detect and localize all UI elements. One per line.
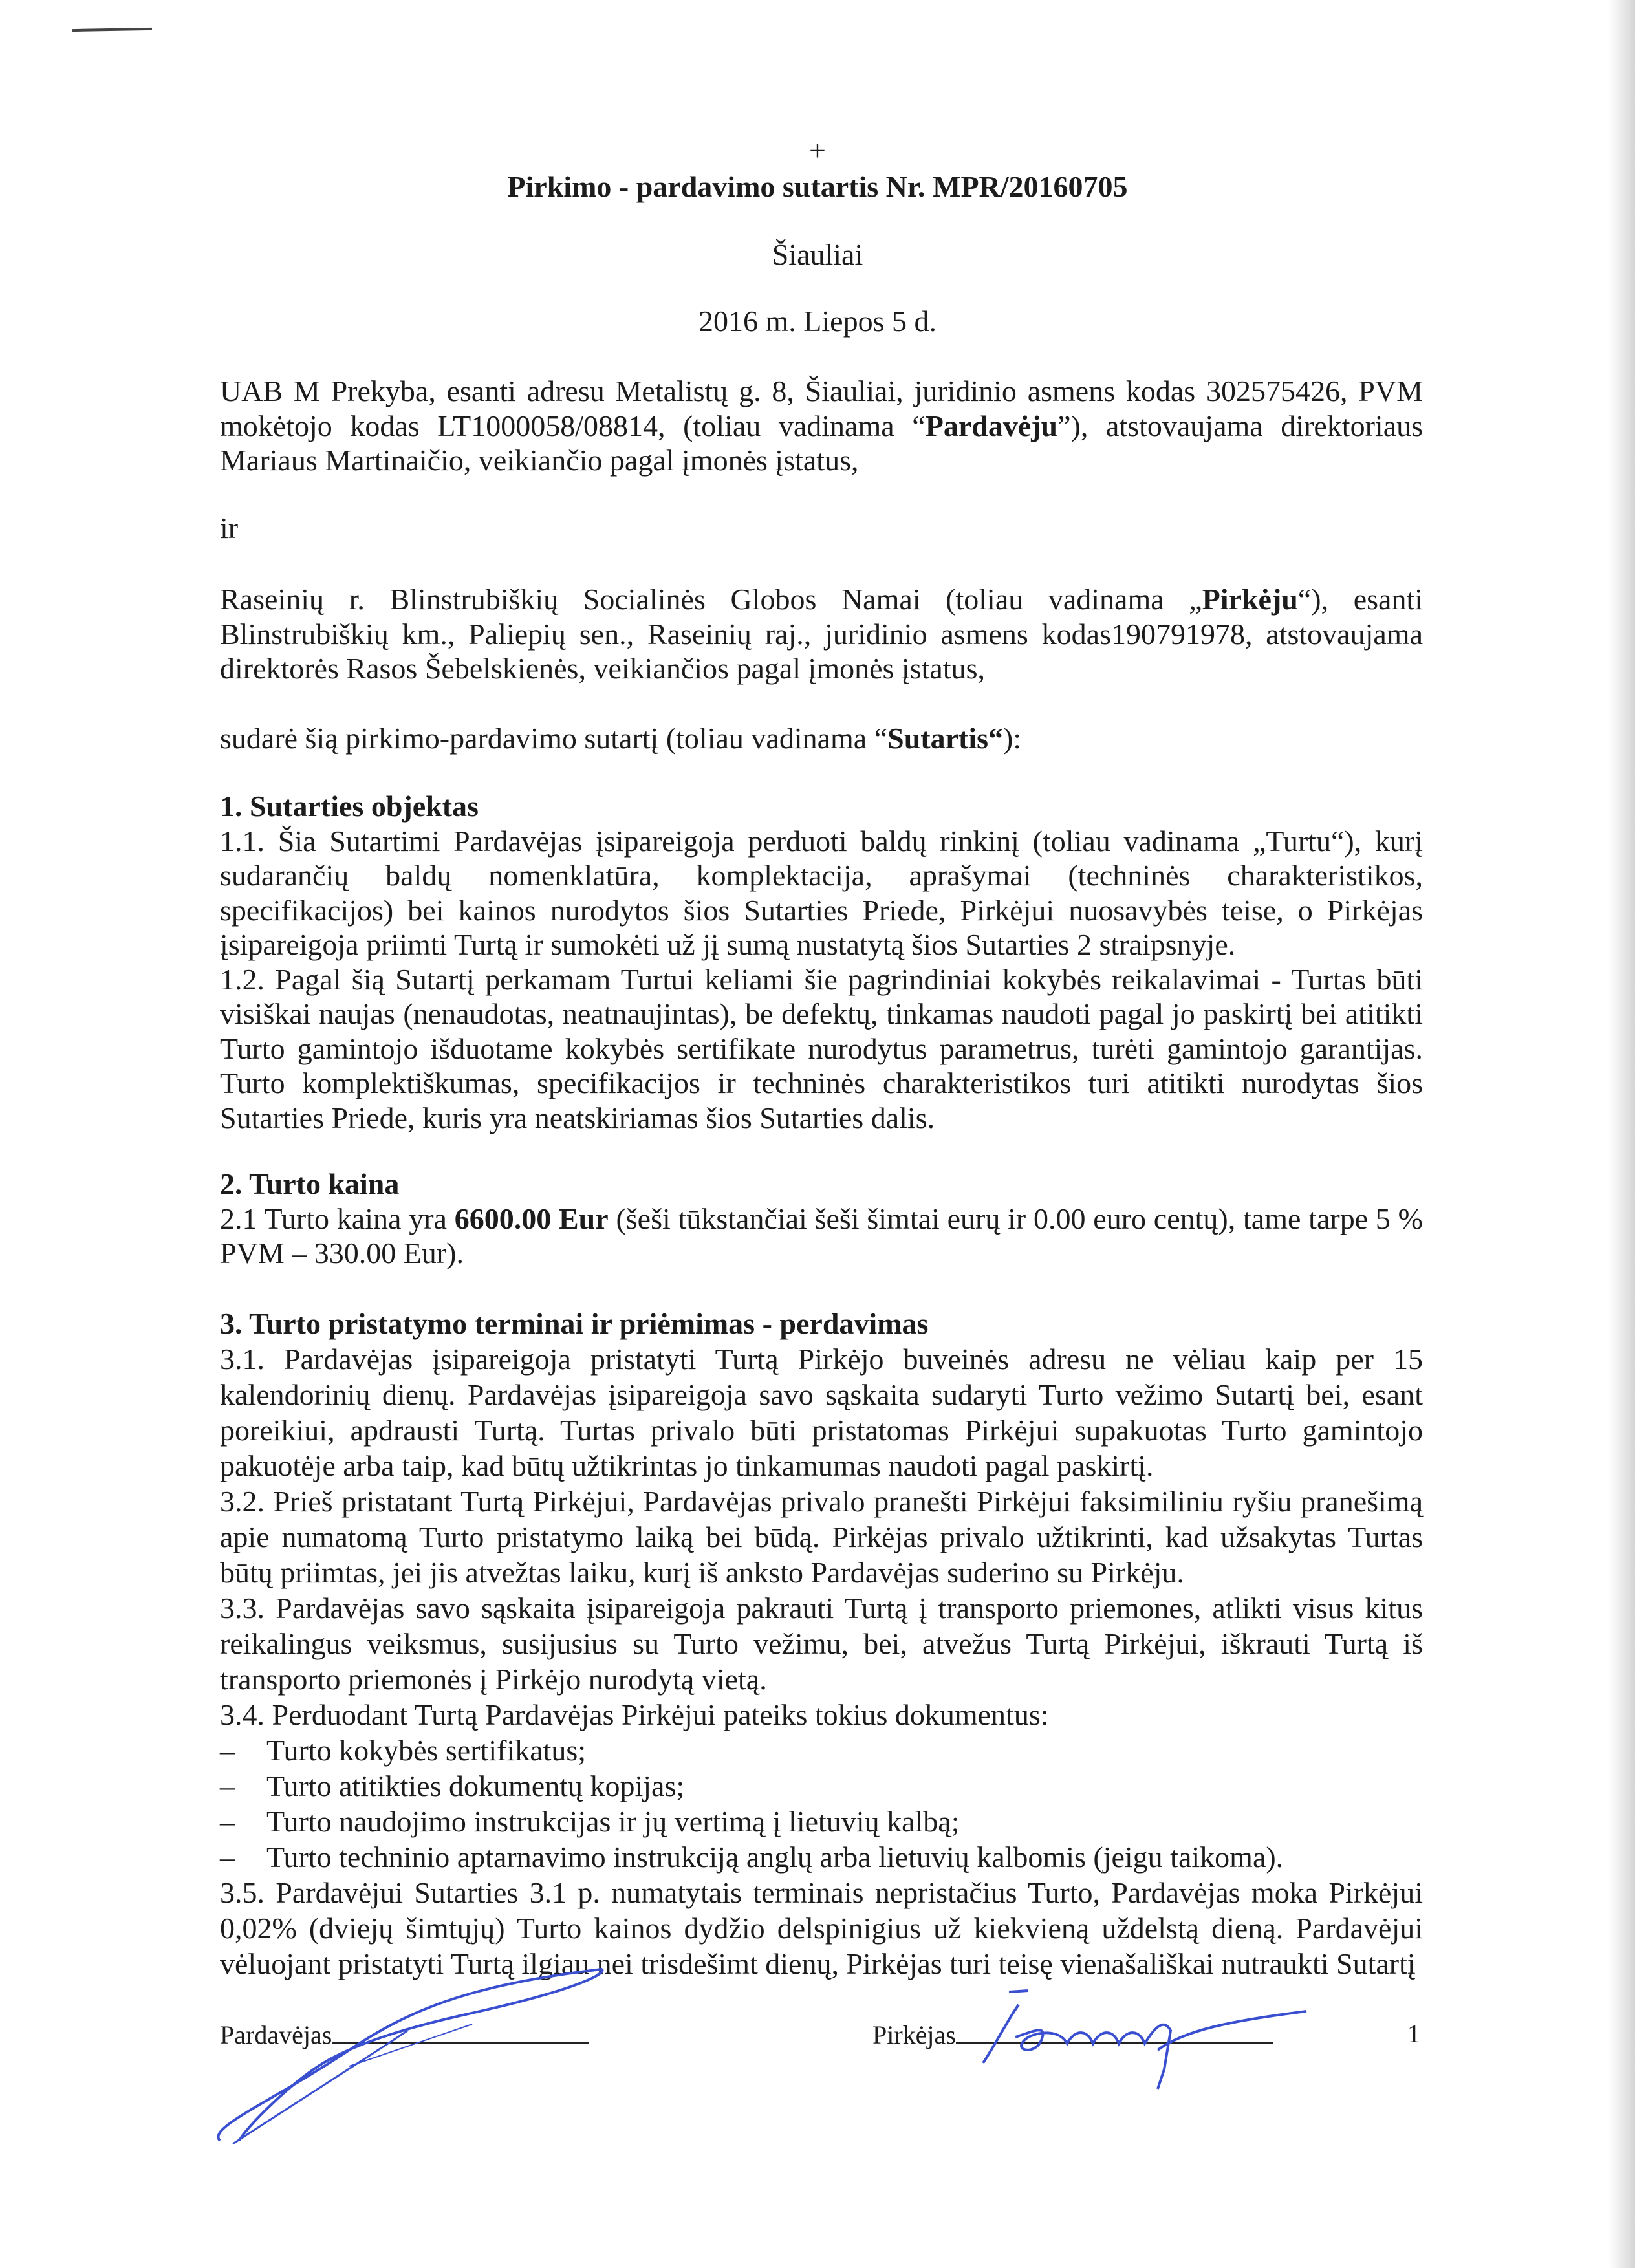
clause-3-4: 3.4. Perduodant Turtą Pardavėjas Pirkėjui pateiks tokius dokumentus:: [220, 1698, 1049, 1731]
document-title: Pirkimo - pardavimo sutartis Nr. MPR/20160705: [507, 170, 1128, 203]
dash: –: [220, 1734, 235, 1767]
buyer-signature: [970, 1979, 1319, 2115]
list-item: [220, 1839, 1423, 1875]
clause-2-1: [220, 1202, 1423, 1271]
clause-3-5: 3.5. Pardavėjui Sutarties 3.1 p. numatytais terminais nepristačius Turto, Pardavėjas moka Pirkėjui 0,02% (dviejų šimtųjų) Turto kainos dydžio delspinigius už kiekvieną uždelstą dieną. Pardavėjui vėluojant pristatyti Turtą ilgiau nei trisdešimt dienų, Pirkėjas turi teisę vienašališkai nutraukti Sutartį: [220, 1876, 1423, 1980]
list-item: [220, 1768, 1423, 1804]
text: ”), atstovaujama direktoriaus Mariaus Martinaičio, veikiančio pagal įmonės įstatus,: [220, 409, 1424, 477]
seller-label: Pardavėjas: [220, 2020, 332, 2049]
dash: –: [220, 1841, 235, 1874]
buyer-term: Pirkėju: [1202, 583, 1298, 616]
list-item-text: Turto naudojimo instrukcijas ir jų vertimą į lietuvių kalbą;: [266, 1805, 960, 1838]
text: “), esanti Blinstrubiškių km., Paliepių sen., Raseinių raj., juridinio asmens kodas190791978, atstovaujama direktorės Rasos Šebelskienės, veikiančios pagal įmonės įstatus,: [220, 583, 1424, 685]
text: Raseinių r. Blinstrubiškių Socialinės Globos Namai (toliau vadinama „: [220, 583, 1202, 616]
concluded-paragraph: [220, 721, 1423, 756]
dash: –: [220, 1805, 235, 1838]
section-2: [220, 1167, 1423, 1271]
clause-1-2: 1.2. Pagal šią Sutartį perkamam Turtui keliami šie pagrindiniai kokybės reikalavimai - Turtas būti visiškai naujas (nenaudotas, neatnaujintas), be defektų, tinkamas naudoti pagal jo paskirtį bei atitikti Turto gamintojo išduotame kokybės sertifikate nurodytus parametrus, turėti gamintojo garantijas. Turto komplektiškumas, specifikacijos ir techninės charakteristikos turi atitikti nurodytas šios Sutarties Priede, kuris yra neatskiriamas šios Sutarties dalis.: [220, 962, 1423, 1134]
scan-edge-shadow: [1609, 0, 1635, 2268]
contract-date: 2016 m. Liepos 5 d.: [698, 305, 937, 338]
list-item-text: Turto techninio aptarnavimo instrukciją anglų arba lietuvių kalbomis (jeigu taikoma).: [266, 1841, 1284, 1874]
clause-3-2: 3.2. Prieš pristatant Turtą Pirkėjui, Pardavėjas privalo pranešti Pirkėjui faksimiliniu ryšiu pranešimą apie numatomą Turto pristatymo laiką bei būdą. Pirkėjas privalo užtikrinti, kad užsakytas Turtas būtų priimtas, jei jis atvežtas laiku, kurį iš anksto Pardavėjas suderino su Pirkėju.: [220, 1485, 1423, 1589]
list-item: [220, 1804, 1423, 1839]
list-item-text: Turto kokybės sertifikatus;: [266, 1734, 587, 1767]
clause-1-1: 1.1. Šia Sutartimi Pardavėjas įsipareigoja perduoti baldų rinkinį (toliau vadinama „Turtu“), kurį sudarančių baldų nomenklatūra, komplektacija, aprašymai (techninės charakteristikos, specifikacijos) bei kainos nurodytos šios Sutarties Priede, Pirkėjui nuosavybės teise, o Pirkėjas įsipareigoja priimti Turtą ir sumokėti už jį sumą nustatytą šios Sutarties 2 straipsnyje.: [220, 824, 1423, 961]
section-heading: 1. Sutarties objektas: [220, 790, 479, 823]
seller-paragraph: [220, 374, 1423, 478]
buyer-paragraph: [220, 582, 1423, 686]
text: (šeši tūkstančiai šeši šimtai eurų ir 0.00 euro centų), tame tarpe 5 % PVM – 330.00 Eur).: [220, 1202, 1423, 1269]
section-heading: 2. Turto kaina: [220, 1167, 400, 1200]
clause-3-3: 3.3. Pardavėjas savo sąskaita įsipareigoja pakrauti Turtą į transporto priemones, atlikti visus kitus reikalingus veiksmus, susijusius su Turto vežimu, bei, atvežus Turtą Pirkėjui, iškrauti Turtą iš transporto priemonės į Pirkėjo nurodytą vietą.: [220, 1592, 1423, 1696]
list-item-text: Turto atitikties dokumentų kopijas;: [266, 1769, 685, 1802]
scan-mark: [72, 28, 152, 32]
price: 6600.00 Eur: [454, 1202, 609, 1235]
section-1: [220, 789, 1423, 1135]
page-number: 1: [1407, 2019, 1420, 2048]
buyer-label: Pirkėjas: [872, 2020, 956, 2049]
seller-signature: [194, 1953, 634, 2160]
plus-mark: +: [809, 134, 826, 167]
seller-term: Pardavėju: [925, 409, 1058, 442]
and-word: ir: [220, 512, 239, 545]
contract-term: Sutartis“: [887, 722, 1004, 755]
text: UAB M Prekyba, esanti adresu Metalistų g. 8, Šiauliai, juridinio asmens kodas 302575426, PVM mokėtojo kodas LT1000058/08814, (toliau vadinama “: [220, 374, 1423, 442]
city: Šiauliai: [772, 238, 863, 271]
clause-3-1: 3.1. Pardavėjas įsipareigoja pristatyti Turtą Pirkėjo buveinės adresu ne vėliau kaip per 15 kalendorinių dienų. Pardavėjas įsipareigoja savo sąskaita sudaryti Turto vežimo Sutartį bei, esant poreikiui, apdrausti Turtą. Turtas privalo būti pristatomas Pirkėjui supakuotas Turto gamintojo pakuotėje arba taip, kad būtų užtikrintas jo tinkamumas naudoti pagal paskirtį.: [220, 1343, 1423, 1482]
section-heading: 3. Turto pristatymo terminai ir priėmimas - perdavimas: [220, 1307, 929, 1340]
text: sudarė šią pirkimo-pardavimo sutartį (toliau vadinama “: [220, 722, 888, 755]
text: ):: [1003, 722, 1022, 755]
list-item: [220, 1733, 1423, 1768]
text: 2.1 Turto kaina yra: [220, 1202, 455, 1235]
section-3: [220, 1306, 1423, 1982]
dash: –: [220, 1769, 235, 1802]
